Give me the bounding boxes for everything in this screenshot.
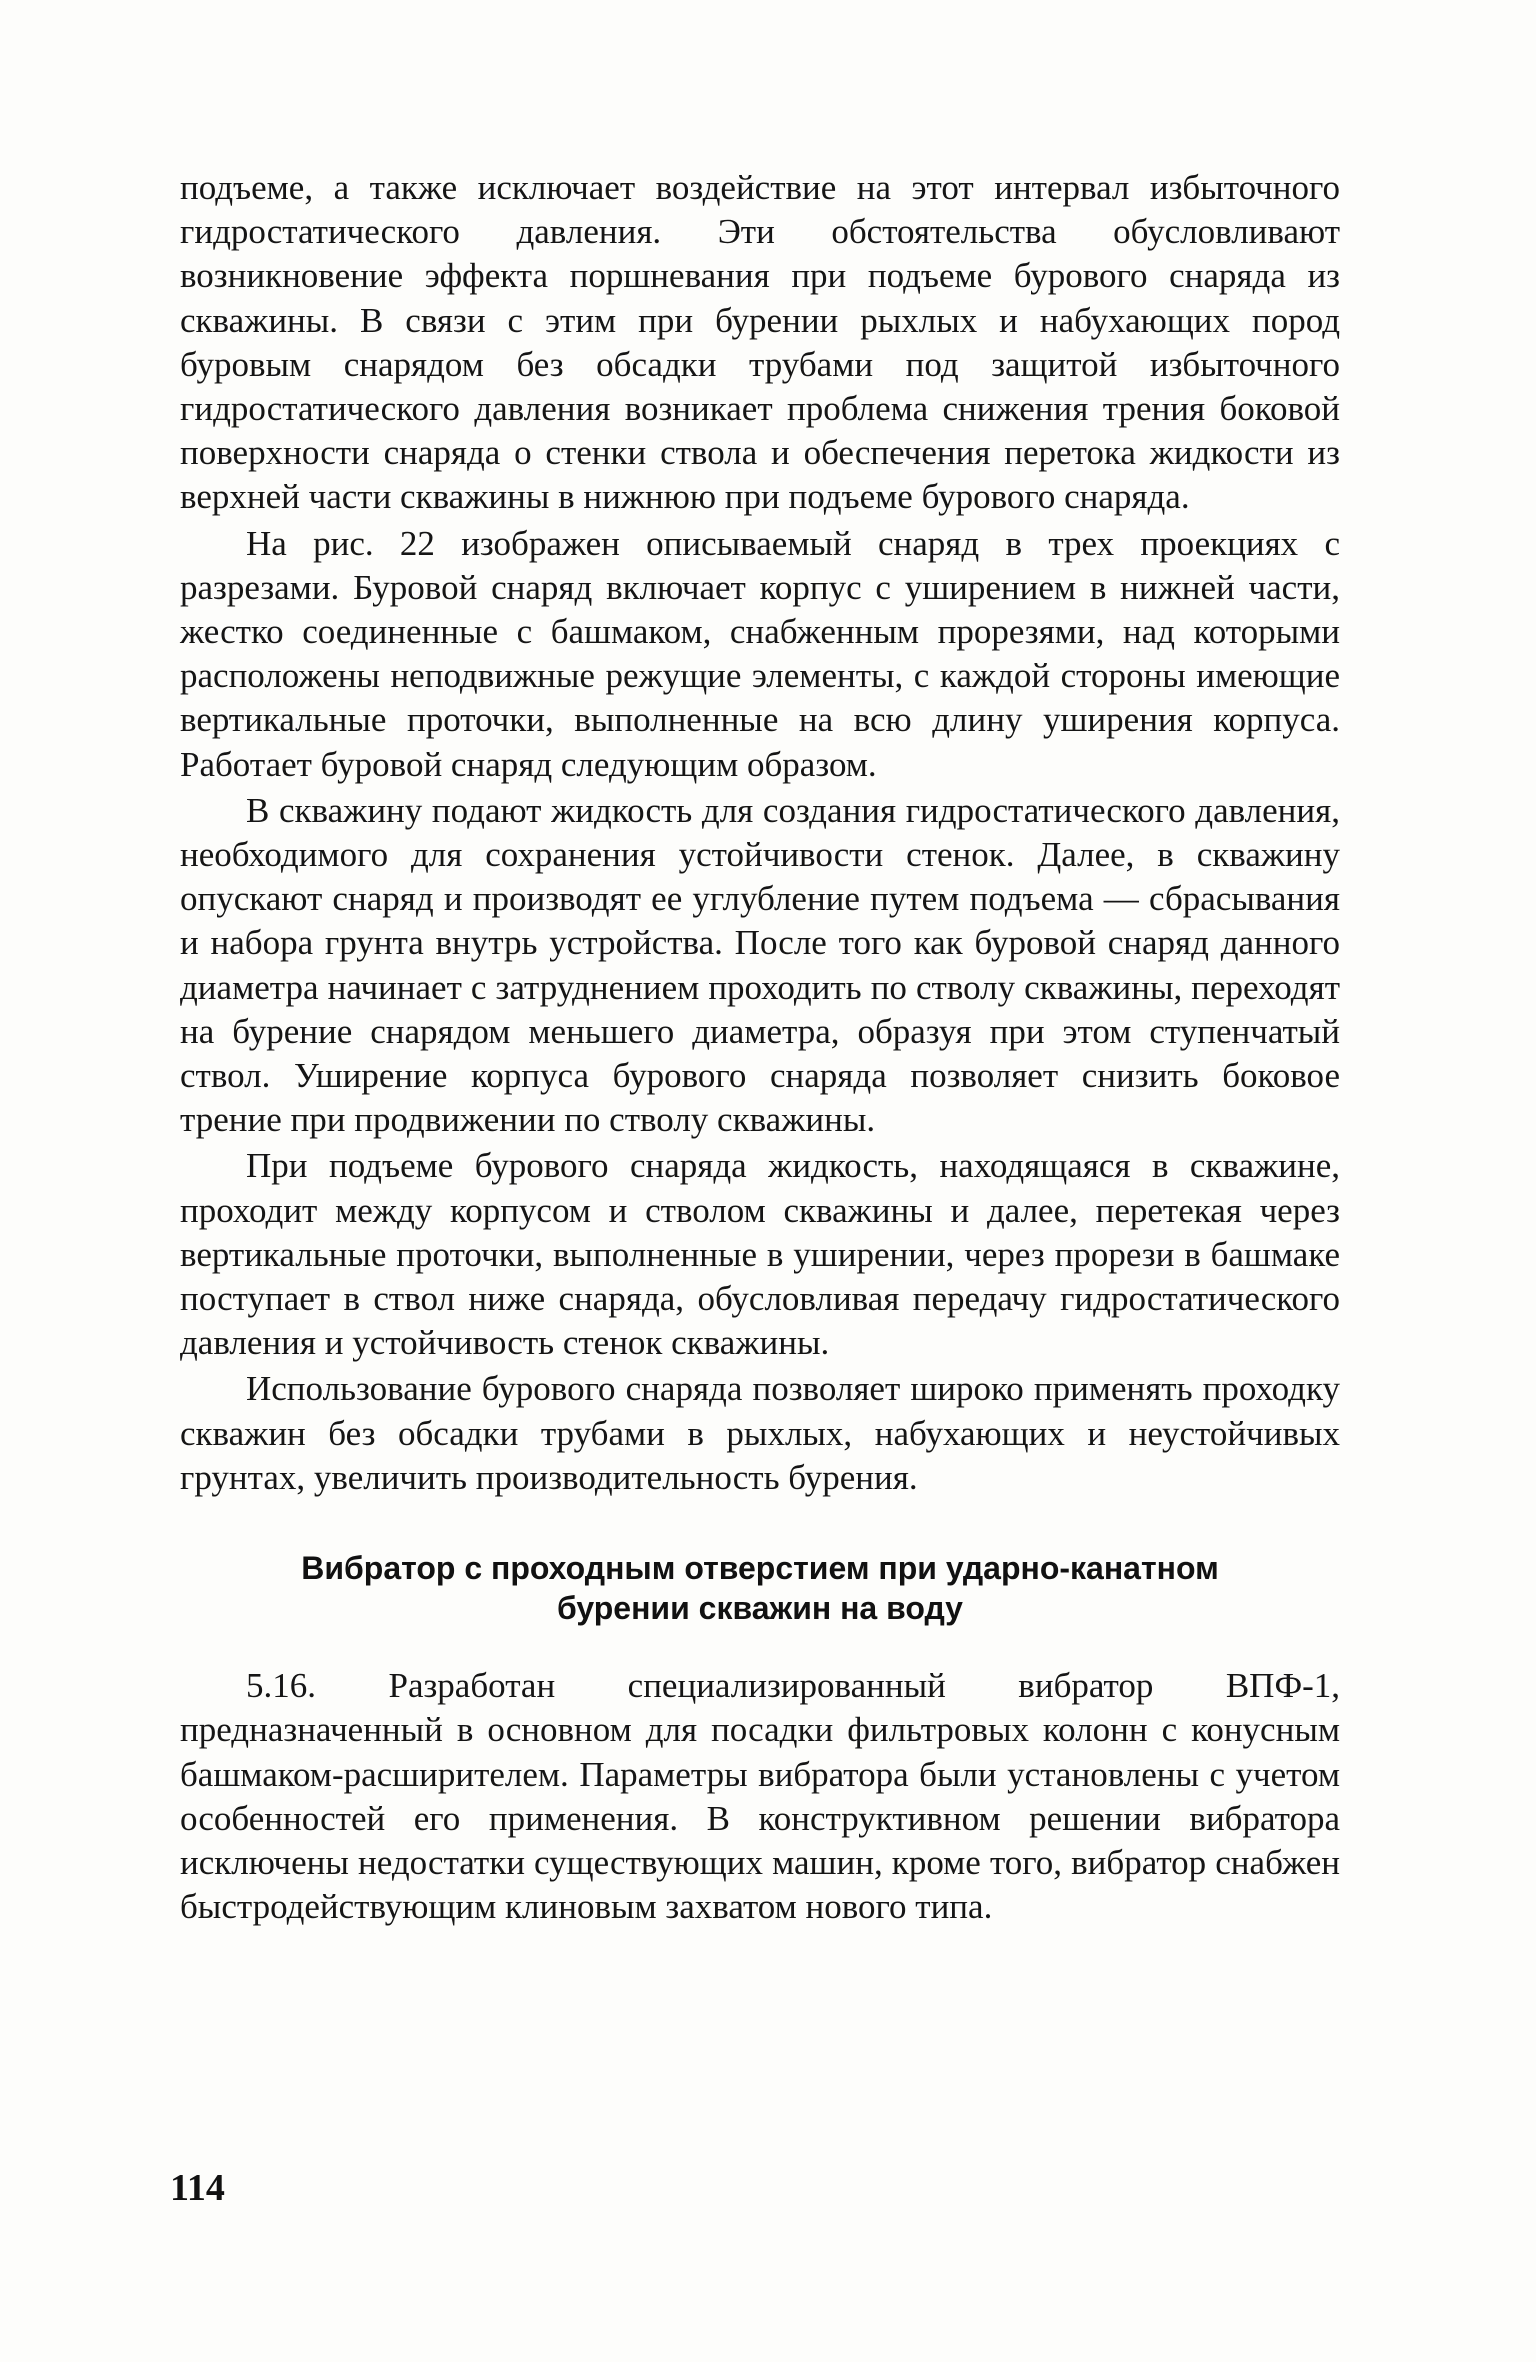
- section-heading: [180, 1548, 1340, 1628]
- paragraph-usage: Использование бурового снаряда позволяет широко применять проходку скважин без обсадки трубами в рыхлых, набухающих и неустойчивых грунтах, увеличить производительность бурения.: [180, 1369, 1340, 1497]
- section-heading-line-1: Вибратор с проходным отверстием при ударно-канатном: [301, 1550, 1219, 1587]
- body-text: [180, 166, 1340, 1929]
- paragraph-vibrator: 5.16. Разработан специализированный вибратор ВПФ-1, предназначенный в основном для посадки фильтровых колонн с конусным башмаком-расширителем. Параметры вибратора были установлены с учетом особенностей его применения. В конструктивном решении вибратора исключены недостатки существующих машин, кроме того, вибратор снабжен быстродействующим клиновым захватом нового типа.: [180, 1666, 1340, 1927]
- paragraph-drilling-process: В скважину подают жидкость для создания гидростатического давления, необходимого для сохранения устойчивости стенок. Далее, в скважину опускают снаряд и производят ее углубление путем подъема — сбрасывания и набора грунта внутрь устройства. После того как буровой снаряд данного диаметра начинает с затруднением проходить по стволу скважины, переходят на бурение снарядом меньшего диаметра, образуя при этом ступенчатый ствол. Уширение корпуса бурового снаряда позволяет снизить боковое трение при продвижении по стволу скважины.: [180, 790, 1340, 1140]
- paragraph-continuation: подъеме, а также исключает воздействие на этот интервал избыточного гидростатического давления. Эти обстоятельства обусловливают возникновение эффекта поршневания при подъеме бурового снаряда из скважины. В связи с этим при бурении рыхлых и набухающих пород буровым снарядом без обсадки трубами под защитой избыточного гидростатического давления возникает проблема снижения трения боковой поверхности снаряда о стенки ствола и обеспечения перетока жидкости из верхней части скважины в нижнюю при подъеме бурового снаряда.: [180, 168, 1340, 517]
- page-number: 114: [170, 2167, 225, 2209]
- paragraph-lifting: При подъеме бурового снаряда жидкость, находящаяся в скважине, проходит между корпусом и стволом скважины и далее, перетекая через вертикальные проточки, выполненные в уширении, через прорези в башмаке поступает в ствол ниже снаряда, обусловливая передачу гидростатического давления и устойчивость стенок скважины.: [180, 1146, 1340, 1363]
- paragraph-figure-description: На рис. 22 изображен описываемый снаряд в трех проекциях с разрезами. Буровой снаряд включает корпус с уширением в нижней части, жестко соединенные с башмаком, снабженным прорезями, над которыми расположены неподвижные режущие элементы, с каждой стороны имеющие вертикальные проточки, выполненные на всю длину уширения корпуса. Работает буровой снаряд следующим образом.: [180, 523, 1340, 784]
- section-heading-line-2: бурении скважин на воду: [557, 1590, 963, 1627]
